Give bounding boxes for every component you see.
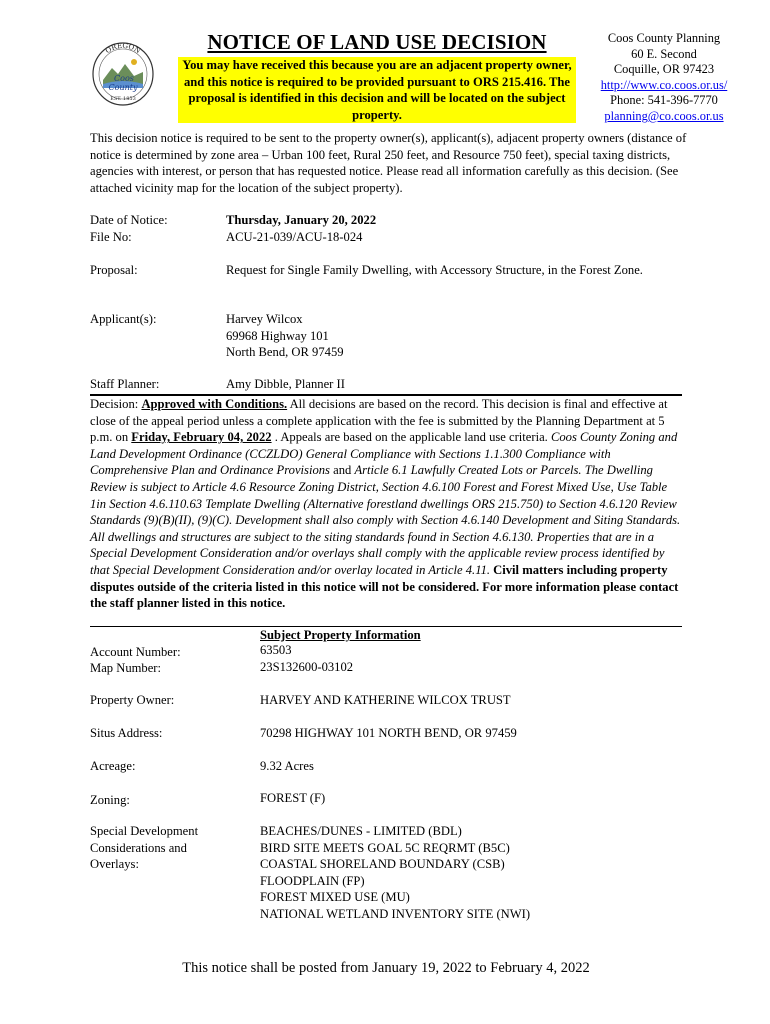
decision-paragraph — [90, 396, 686, 612]
property-heading: Subject Property Information — [260, 628, 421, 642]
owner-label: Property Owner: — [90, 693, 175, 707]
criteria-b: Article 6.1 Lawfully Created Lots or Parcels. The Dwelling Review is subject to Article 4.6 Resource Zoning District, Section 4.6.100 Forest and Forest Mixed Use, Use Table 1in Section 4.6.110.63 Template Dwelling (Alternative forestland dwellings ORS 215.750) to Section 4.6.120 Review Standards (9)(B)(II), (9)(C). Development shall also comply with Section 4.6.140 Development and Siting Standards. All dwellings and structures are subject to the siting standards found in Section 4.6.130. Properties that are in a Special Development Consideration and/or overlays shall comply with the applicable review process identified by that Special Development Consideration and/or overlay located in Article 4.11. — [90, 463, 681, 577]
account-value: 63503 — [260, 643, 292, 657]
list-item: COASTAL SHORELAND BOUNDARY (CSB) — [260, 857, 505, 872]
website-link[interactable]: http://www.co.coos.or.us/ — [600, 77, 728, 92]
intro-paragraph: This decision notice is required to be sent to the property owner(s), applicant(s), adjacent property owners (distance of notice is determined by zone area – Urban 100 feet, Rural 250 feet, and Resource 750 feet), special taxing districts, agencies with interest, or person that has requested notice. Please read all information carefully as this decision. (See attached vicinity map for the location of the subject property). — [90, 131, 687, 195]
list-item: FLOODPLAIN (FP) — [260, 873, 365, 888]
civil-matters: Civil matters including property disputes outside of the criteria listed in this notice will not be considered. For more information please contact the staff planner listed in this notice. — [90, 562, 679, 611]
zoning-label: Zoning: — [90, 793, 130, 807]
special-label — [90, 823, 250, 873]
special-label-3: Overlays: — [90, 857, 139, 872]
notice-banner: You may have received this because you are an adjacent property owner, and this notice is required to be provided pursuant to ORS 215.416. The proposal is identified in this decision and will be located on the subject property. — [178, 57, 576, 123]
seal-name-1: Coos — [114, 74, 134, 83]
applicant-label: Applicant(s): — [90, 312, 157, 326]
proposal-label: Proposal: — [90, 263, 138, 277]
decision-label: Decision: — [90, 397, 139, 411]
applicant-city: North Bend, OR 97459 — [226, 345, 344, 359]
email-link[interactable]: planning@co.coos.or.us — [604, 108, 724, 123]
account-label: Account Number: — [90, 645, 181, 659]
file-label: File No: — [90, 230, 132, 244]
appeal-deadline: Friday, February 04, 2022 — [131, 430, 272, 445]
criteria-and: and — [329, 463, 355, 478]
acreage-value: 9.32 Acres — [260, 759, 314, 773]
applicant-street: 69968 Highway 101 — [226, 329, 329, 343]
map-value: 23S132600-03102 — [260, 660, 354, 674]
seal-top-text: OREGON — [104, 41, 142, 56]
overlay-list — [260, 823, 680, 923]
list-item: BEACHES/DUNES - LIMITED (BDL) — [260, 824, 462, 838]
list-item: FOREST MIXED USE (MU) — [260, 890, 410, 905]
planner-label: Staff Planner: — [90, 377, 160, 391]
special-label-2: Considerations and — [90, 840, 187, 855]
file-value: ACU-21-039/ACU-18-024 — [226, 230, 363, 244]
contact-block — [582, 31, 746, 125]
proposal-value: Request for Single Family Dwelling, with Accessory Structure, in the Forest Zone. — [226, 263, 643, 277]
posting-notice: This notice shall be posted from January 19, 2022 to February 4, 2022 — [182, 960, 590, 976]
contact-phone: Phone: 541-396-7770 — [610, 93, 718, 108]
date-value: Thursday, January 20, 2022 — [226, 213, 377, 227]
acreage-label: Acreage: — [90, 759, 136, 773]
situs-value: 70298 HIGHWAY 101 NORTH BEND, OR 97459 — [260, 726, 517, 740]
criteria-a: Coos County Zoning and Land Development Ordinance (CCZLDO) General Compliance with Sections 1.1.300 Compliance with Comprehensive Plan and Ordinance Provisions — [90, 430, 678, 478]
seal-name-2: County — [108, 83, 138, 92]
date-label: Date of Notice: — [90, 213, 168, 227]
contact-org: Coos County Planning — [607, 31, 721, 45]
decision-text-2: . Appeals are based on the applicable land use criteria. — [271, 430, 551, 445]
county-seal-logo — [90, 38, 156, 108]
planner-value: Amy Dibble, Planner II — [226, 377, 345, 391]
contact-city: Coquille, OR 97423 — [613, 62, 715, 77]
owner-value: HARVEY AND KATHERINE WILCOX TRUST — [260, 693, 511, 707]
decision-outcome: Approved with Conditions. — [141, 397, 288, 411]
list-item: NATIONAL WETLAND INVENTORY SITE (NWI) — [260, 906, 531, 921]
situs-label: Situs Address: — [90, 726, 163, 740]
list-item: BIRD SITE MEETS GOAL 5C REQRMT (B5C) — [260, 840, 510, 855]
seal-est: EST. 1853 — [110, 96, 136, 102]
contact-street: 60 E. Second — [631, 46, 697, 61]
applicant-name: Harvey Wilcox — [226, 312, 303, 326]
decision-text-1: All decisions are based on the record. This decision is final and effective at close of the appeal period unless a complete application with the fee is submitted by the Planning Department at 5 p.m. on — [90, 397, 668, 445]
special-label-1: Special Development — [90, 824, 199, 838]
zoning-value: FOREST (F) — [260, 791, 326, 805]
page-title: NOTICE OF LAND USE DECISION — [207, 30, 547, 54]
map-label: Map Number: — [90, 661, 161, 675]
